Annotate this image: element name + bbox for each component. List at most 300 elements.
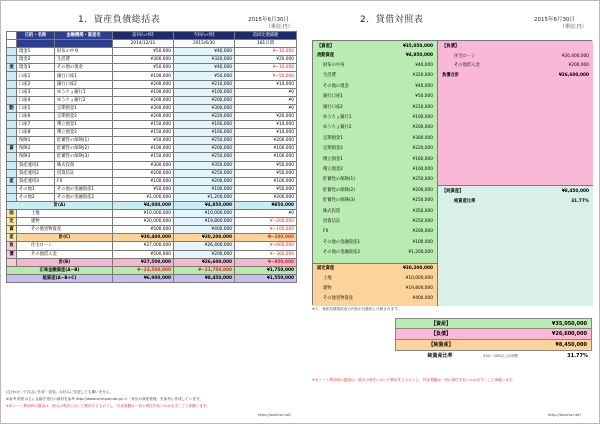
liquid-asset-row (7, 96, 297, 104)
item-name: 口座5 (17, 104, 55, 112)
col-inst-header: 金融機関・資産名 (55, 32, 113, 40)
curr-value: ¥1,200,000 (174, 193, 235, 201)
liab-item-label: 住宅ローン (454, 54, 476, 59)
diff-value: ¥−100,000 (235, 226, 297, 234)
fixed-asset-row (7, 226, 297, 234)
fixed-asset-row (7, 218, 297, 226)
item-name: 口座2 (17, 80, 55, 88)
asset-item (313, 72, 437, 80)
group-label: 資 (7, 226, 17, 234)
item-institution: 銀行口座1 (55, 72, 113, 80)
asset-item-value: ¥250,000 (412, 177, 433, 183)
balance-sheet-t-account (312, 40, 592, 305)
group-label (7, 56, 17, 64)
item-institution: 積立預金2 (55, 129, 113, 137)
group-label: 負 (7, 242, 17, 250)
summary-net-assets: 【純資産】 ¥8,450,000 (395, 340, 592, 351)
prev-value: ¥100,000 (113, 72, 174, 80)
diff-value: ¥10,000 (235, 80, 297, 88)
item-institution: 土地 (17, 210, 113, 218)
assets-head-value: ¥35,050,000 (402, 44, 433, 49)
curr-value: ¥160,000 (174, 129, 235, 137)
right-warning: ※本シート利用時の損害は、個人の責任において利用するものとし、作成者側は一切の責任を負いかねます。ご了承願います。 (312, 378, 516, 382)
group-label (7, 169, 17, 177)
asset-item-label: 積立預金2 (323, 167, 343, 172)
item-name: 現金3 (17, 64, 55, 72)
right-title: 2．貸借対照表 (360, 15, 424, 25)
diff-value: ¥−50,000 (235, 72, 297, 80)
curr-value: ¥50,000 (174, 72, 235, 80)
left-url[interactable]: http://aizuho.net/ (258, 412, 291, 417)
summary-assets: 【資産】 ¥35,050,000 (395, 318, 592, 329)
prev-date: 2014/12/31 (113, 40, 174, 48)
diff-value: ¥20,000 (235, 56, 297, 64)
fixed-item-label: 土地 (323, 276, 332, 281)
group-label (7, 72, 17, 80)
diff-value: ¥−300,000 (235, 250, 297, 258)
group-label (7, 48, 17, 56)
asset-item-value: ¥40,000 (415, 83, 433, 89)
group-label (7, 112, 17, 120)
item-institution: 貯蓄性の保険(3) (55, 153, 113, 161)
diff-value: ¥−200,000 (235, 218, 297, 226)
asset-item-value: ¥210,000 (412, 104, 433, 110)
asset-item (313, 176, 437, 184)
group-label: 産 (7, 234, 17, 242)
fixed-item (313, 295, 437, 303)
asset-item-label: 貯蓄性の保険(2) (323, 187, 355, 193)
asset-item-value: ¥160,000 (412, 167, 433, 172)
total-a (7, 201, 297, 209)
asset-item-label: ゆうちょ銀行1 (323, 115, 352, 120)
asset-item-value: ¥160,000 (412, 156, 433, 162)
item-institution: その他の金融資産1 (55, 185, 113, 193)
liquid-asset-row (7, 56, 297, 64)
curr-value: ¥300,000 (174, 104, 235, 112)
liquid-head-label: 流動資産 (317, 53, 335, 58)
liquid-asset-row (7, 80, 297, 88)
liquid-asset-row (7, 193, 297, 201)
total-b-curr: ¥26,600,000 (174, 258, 235, 266)
asset-item-label: 銀行口座2 (323, 104, 343, 110)
liquid-asset-row (7, 137, 297, 145)
fixed-assets-block (313, 263, 438, 306)
item-institution: 貯蓄性の保険(2) (55, 145, 113, 153)
group-label: 固 (7, 210, 17, 218)
liquid-asset-row (7, 177, 297, 185)
asset-item-label: 生活費 (323, 73, 336, 79)
net-total-prev: ¥6,900,000 (113, 274, 174, 282)
item-institution: 投資信託 (55, 169, 113, 177)
summary-ratio: 純資産比率 ※20〜30%以上が理想 31.77% (395, 351, 592, 362)
net-ratio (438, 198, 593, 206)
liquid-asset-row (7, 161, 297, 169)
diff-value: ¥200,000 (235, 137, 297, 145)
prev-value: ¥200,000 (113, 96, 174, 104)
curr-value: ¥200,000 (174, 145, 235, 153)
item-institution: その他の金融資産2 (55, 193, 113, 201)
diff-value: ¥−10,000 (235, 48, 297, 56)
asset-item (313, 104, 437, 112)
diff-value: ¥200,000 (235, 193, 297, 201)
liquid-asset-row (7, 129, 297, 137)
diff-value: ¥0 (235, 104, 297, 112)
assets-head-label: 【資産】 (317, 44, 335, 49)
total-a-label: 計(A) (7, 201, 113, 209)
item-name: 資産運用2 (17, 169, 55, 177)
curr-value: ¥220,000 (174, 112, 235, 120)
group-label: 債 (7, 250, 17, 258)
net-head (438, 188, 593, 196)
prev-value: ¥50,000 (113, 64, 174, 72)
total-a-prev: ¥4,000,000 (113, 201, 174, 209)
asset-item-label: 貯蓄性の保険(1) (323, 177, 355, 183)
net-fin-curr: ¥−21,750,000 (174, 266, 235, 274)
prev-value: ¥150,000 (113, 121, 174, 129)
curr-value: ¥40,000 (174, 64, 235, 72)
group-label (7, 121, 17, 129)
asset-item-value: ¥300,000 (412, 135, 433, 141)
prev-value: ¥500,000 (113, 250, 174, 258)
liab-head (438, 43, 593, 51)
item-institution: ゆうちょ銀行2 (55, 96, 113, 104)
prev-value: ¥100,000 (113, 88, 174, 96)
col-diff-header: 前回比増減額 (235, 32, 297, 40)
asset-item (313, 208, 437, 216)
item-name: その他2 (17, 193, 55, 201)
item-institution: 銀行口座2 (55, 80, 113, 88)
liab-total (438, 72, 593, 80)
diff-value: ¥−10,000 (235, 64, 297, 72)
group-label (7, 193, 17, 201)
fixed-item (313, 285, 437, 293)
total-b-label: 計(B) (17, 258, 113, 266)
prev-value: ¥20,000,000 (113, 218, 174, 226)
diff-value: ¥50,000 (235, 169, 297, 177)
item-institution: 積立預金1 (55, 121, 113, 129)
asset-item (313, 156, 437, 164)
asset-item (313, 249, 437, 257)
item-institution: その他借入金 (17, 250, 113, 258)
prev-value: ¥1,000,000 (113, 193, 174, 201)
total-b-prev: ¥27,500,000 (113, 258, 174, 266)
assets-head (313, 43, 437, 51)
item-institution: その他の現金 (55, 64, 113, 72)
net-assets-block (438, 185, 593, 306)
net-ratio-label: 純資産比率 (454, 199, 476, 204)
asset-item-label: その他の金融資産1 (323, 239, 361, 245)
asset-item-value: ¥100,000 (412, 239, 433, 245)
prev-value: ¥100,000 (113, 145, 174, 153)
asset-item-label: 投資信託 (323, 219, 341, 224)
diff-value: ¥0 (235, 96, 297, 104)
fixed-item-label: 建物 (323, 286, 332, 291)
curr-value: ¥250,000 (174, 169, 235, 177)
asset-item-label: 定期預金1 (323, 135, 343, 141)
asset-item-value: ¥320,000 (412, 73, 433, 79)
liquid-head-value: ¥4,850,000 (405, 53, 433, 58)
item-institution: 株式投資 (55, 161, 113, 169)
curr-value: ¥250,000 (174, 137, 235, 145)
asset-item (313, 93, 437, 101)
group-label: 流 (7, 64, 17, 72)
total-c-prev: ¥30,400,000 (113, 234, 174, 242)
liquid-asset-row (7, 169, 297, 177)
curr-value: ¥320,000 (174, 56, 235, 64)
left-note-2: ※参考 財産は主に金融庁発行の資料を参考 http://www.shiruporuto.jp/ の「家計の資産管理」を参考に作成しています。 (6, 397, 203, 401)
asset-item (313, 135, 437, 143)
net-total-diff: ¥1,550,000 (235, 274, 297, 282)
asset-item-value: ¥250,000 (412, 198, 433, 204)
prev-value: ¥50,000 (113, 137, 174, 145)
item-institution: ゆうちょ銀行1 (55, 88, 113, 96)
diff-value: ¥20,000 (235, 112, 297, 120)
net-total-assets (7, 274, 297, 282)
total-c-label: 計(C) (17, 234, 113, 242)
group-label (7, 96, 17, 104)
curr-value: ¥400,000 (174, 226, 235, 234)
net-total-label: 総資産(A−B+C) (7, 274, 113, 282)
prev-value: ¥50,000 (113, 48, 174, 56)
group-label (7, 185, 17, 193)
asset-item-label: 貯蓄性の保険(3) (323, 198, 355, 204)
total-b-diff: ¥−900,000 (235, 258, 297, 266)
liquid-asset-row (7, 121, 297, 129)
asset-item-value: ¥200,000 (412, 125, 433, 131)
liquid-asset-row (7, 112, 297, 120)
asset-item (313, 228, 437, 236)
liab-item (438, 62, 593, 70)
fixed-item-value: ¥19,800,000 (405, 286, 433, 291)
net-fin-prev: ¥−23,500,000 (113, 266, 174, 274)
col-prev-header: 前回ﾁｪｯｸ時 (113, 32, 174, 40)
prev-value: ¥200,000 (113, 112, 174, 120)
liability-row (7, 242, 297, 250)
liquid-asset-row (7, 153, 297, 161)
asset-item (313, 124, 437, 132)
item-name: 口座1 (17, 72, 55, 80)
asset-item (313, 114, 437, 122)
item-institution: 貯蓄性の保険(1) (55, 137, 113, 145)
prev-value: ¥500,000 (113, 226, 174, 234)
asset-item-value: ¥200,000 (412, 187, 433, 193)
curr-value: ¥10,000,000 (174, 210, 235, 218)
asset-item (313, 218, 437, 226)
header-date-row (7, 40, 297, 48)
curr-value: ¥200,000 (174, 177, 235, 185)
curr-value: ¥26,400,000 (174, 242, 235, 250)
left-note-3: ※本シート利用時の損害は、個人の責任において利用するものとし、作成者側は一切の責任を負いかねます。ご了承願います。 (6, 404, 210, 408)
group-label: 定 (7, 218, 17, 226)
left-unit: （単位:円） (266, 24, 293, 30)
left-title: 1．資産負債総括表 (78, 15, 161, 25)
item-name: 保険2 (17, 145, 55, 153)
liab-item-value: ¥200,000 (568, 63, 589, 68)
diff-value: ¥10,000 (235, 129, 297, 137)
days-span: 181日間 (235, 40, 297, 48)
col-curr-header: 今回ﾁｪｯｸ時 (174, 32, 235, 40)
diff-value: ¥50,000 (235, 185, 297, 193)
asset-item-value: ¥100,000 (412, 115, 433, 120)
asset-item-label: 定期預金2 (323, 146, 343, 152)
fixed-head-value: ¥30,200,000 (402, 266, 433, 271)
curr-value: ¥200,000 (174, 250, 235, 258)
item-name: 口座6 (17, 112, 55, 120)
item-name: 口座8 (17, 129, 55, 137)
asset-item (313, 145, 437, 153)
liab-total-label: 負債合計 (442, 73, 460, 78)
curr-value: ¥19,800,000 (174, 218, 235, 226)
fixed-item-label: その他実物資産 (323, 296, 354, 301)
diff-value: ¥0 (235, 210, 297, 218)
left-note-1: (注)ｾﾙｺﾋﾟｰで自由に作成・追加。お好みに変更しても構いません。 (6, 390, 114, 394)
prev-value: ¥200,000 (113, 80, 174, 88)
total-a-curr: ¥4,850,000 (174, 201, 235, 209)
right-note: ※１．資産負債総括表の内容が自動的に反映されます。 (312, 307, 401, 311)
liab-item-label: その他借入金 (454, 63, 480, 68)
curr-value: ¥160,000 (174, 121, 235, 129)
group-label (7, 80, 17, 88)
net-ratio-value: 31.77% (571, 199, 589, 204)
curr-date: 2015/6/30 (174, 40, 235, 48)
left-date: 2015年6月30日 (248, 17, 289, 23)
summary-liabilities: 【負債】 ¥26,600,000 (395, 329, 592, 340)
item-institution: 住宅ローン (17, 242, 113, 250)
liquid-head (313, 52, 437, 60)
summary-box (395, 318, 592, 362)
fixed-item-value: ¥10,000,000 (405, 276, 433, 281)
liab-item (438, 53, 593, 61)
diff-value: ¥10,000 (235, 121, 297, 129)
liab-item-value: ¥26,400,000 (561, 54, 589, 59)
asset-item-label: その他の金融資産2 (323, 250, 361, 256)
item-name: 資産運用1 (17, 161, 55, 169)
fixed-asset-row (7, 210, 297, 218)
asset-item-label: その他の現金 (323, 83, 349, 89)
liab-head-label: 【負債】 (442, 44, 460, 49)
prev-value: ¥27,000,000 (113, 242, 174, 250)
total-c (7, 234, 297, 242)
fixed-head-label: 固定資産 (317, 266, 335, 271)
curr-value: ¥100,000 (174, 88, 235, 96)
asset-item-value: ¥50,000 (415, 94, 433, 100)
total-c-diff: ¥−200,000 (235, 234, 297, 242)
net-financial-assets (7, 266, 297, 274)
prev-value: ¥10,000,000 (113, 210, 174, 218)
liquid-asset-row (7, 104, 297, 112)
right-date: 2015年6月30日 (534, 17, 575, 23)
asset-item-value: ¥1,200,000 (408, 250, 433, 256)
asset-item (313, 62, 437, 70)
prev-value: ¥150,000 (113, 129, 174, 137)
diff-value: ¥50,000 (235, 161, 297, 169)
item-name: 現金2 (17, 56, 55, 64)
asset-item-label: 積立預金1 (323, 156, 343, 162)
item-institution: 財布の中身 (55, 48, 113, 56)
liability-row (7, 250, 297, 258)
group-label (7, 88, 17, 96)
diff-value: ¥100,000 (235, 177, 297, 185)
item-institution: その他実物資産 (17, 226, 113, 234)
total-a-diff: ¥850,000 (235, 201, 297, 209)
asset-item-label: 銀行口座1 (323, 94, 343, 100)
liquid-asset-row (7, 185, 297, 193)
curr-value: ¥200,000 (174, 96, 235, 104)
diff-value: ¥100,000 (235, 145, 297, 153)
asset-item-label: FX (323, 229, 329, 235)
fixed-item-value: ¥400,000 (412, 296, 433, 301)
asset-item (313, 197, 437, 205)
net-total-curr: ¥8,450,000 (174, 274, 235, 282)
header-row (7, 32, 297, 40)
asset-item-value: ¥350,000 (412, 208, 433, 214)
item-name: 保険1 (17, 137, 55, 145)
group-label (7, 137, 17, 145)
group-label (7, 129, 17, 137)
net-head-label: 【純資産】 (442, 189, 464, 194)
item-institution: 定期預金1 (55, 104, 113, 112)
prev-value: ¥50,000 (113, 185, 174, 193)
asset-item (313, 83, 437, 91)
group-label: 動 (7, 104, 17, 112)
net-fin-label: 正味金融資産(A−B) (7, 266, 113, 274)
asset-item (313, 239, 437, 247)
asset-item (313, 187, 437, 195)
fixed-item (313, 275, 437, 283)
liquid-asset-row (7, 145, 297, 153)
fixed-head (313, 265, 437, 273)
right-url[interactable]: http://aizuho.net/ (548, 412, 581, 417)
item-name: 口座7 (17, 121, 55, 129)
liquid-asset-row (7, 64, 297, 72)
curr-value: ¥100,000 (174, 185, 235, 193)
total-b (7, 258, 297, 266)
net-head-value: ¥8,450,000 (561, 189, 589, 194)
item-institution: 定期預金2 (55, 112, 113, 120)
diff-value: ¥−600,000 (235, 242, 297, 250)
asset-item-value: ¥250,000 (412, 219, 433, 224)
item-name: 現金1 (17, 48, 55, 56)
liquid-asset-row (7, 88, 297, 96)
col-name-header: 日的・名称 (17, 32, 55, 40)
item-name: 資産運用3 (17, 177, 55, 185)
asset-item-label: 株式投資 (323, 208, 341, 214)
diff-value: ¥100,000 (235, 153, 297, 161)
right-unit: （単位:円） (560, 24, 587, 30)
asset-item-value: ¥40,000 (415, 63, 433, 68)
liquid-asset-row (7, 72, 297, 80)
prev-value: ¥300,000 (113, 161, 174, 169)
asset-item-label: 財布の中身 (323, 63, 345, 68)
curr-value: ¥210,000 (174, 80, 235, 88)
asset-item (313, 166, 437, 174)
asset-item-label: ゆうちょ銀行2 (323, 125, 352, 131)
item-institution: FX (55, 177, 113, 185)
prev-value: ¥200,000 (113, 169, 174, 177)
asset-item-value: ¥220,000 (412, 146, 433, 152)
prev-value: ¥300,000 (113, 56, 174, 64)
liquid-asset-row (7, 48, 297, 56)
asset-liability-summary-table (6, 31, 296, 283)
item-name: 口座4 (17, 96, 55, 104)
group-label: 産 (7, 177, 17, 185)
curr-value: ¥40,000 (174, 48, 235, 56)
group-label (7, 153, 17, 161)
total-c-curr: ¥30,200,000 (174, 234, 235, 242)
item-name: その他1 (17, 185, 55, 193)
liabilities-block (438, 41, 593, 185)
prev-value: ¥150,000 (113, 153, 174, 161)
